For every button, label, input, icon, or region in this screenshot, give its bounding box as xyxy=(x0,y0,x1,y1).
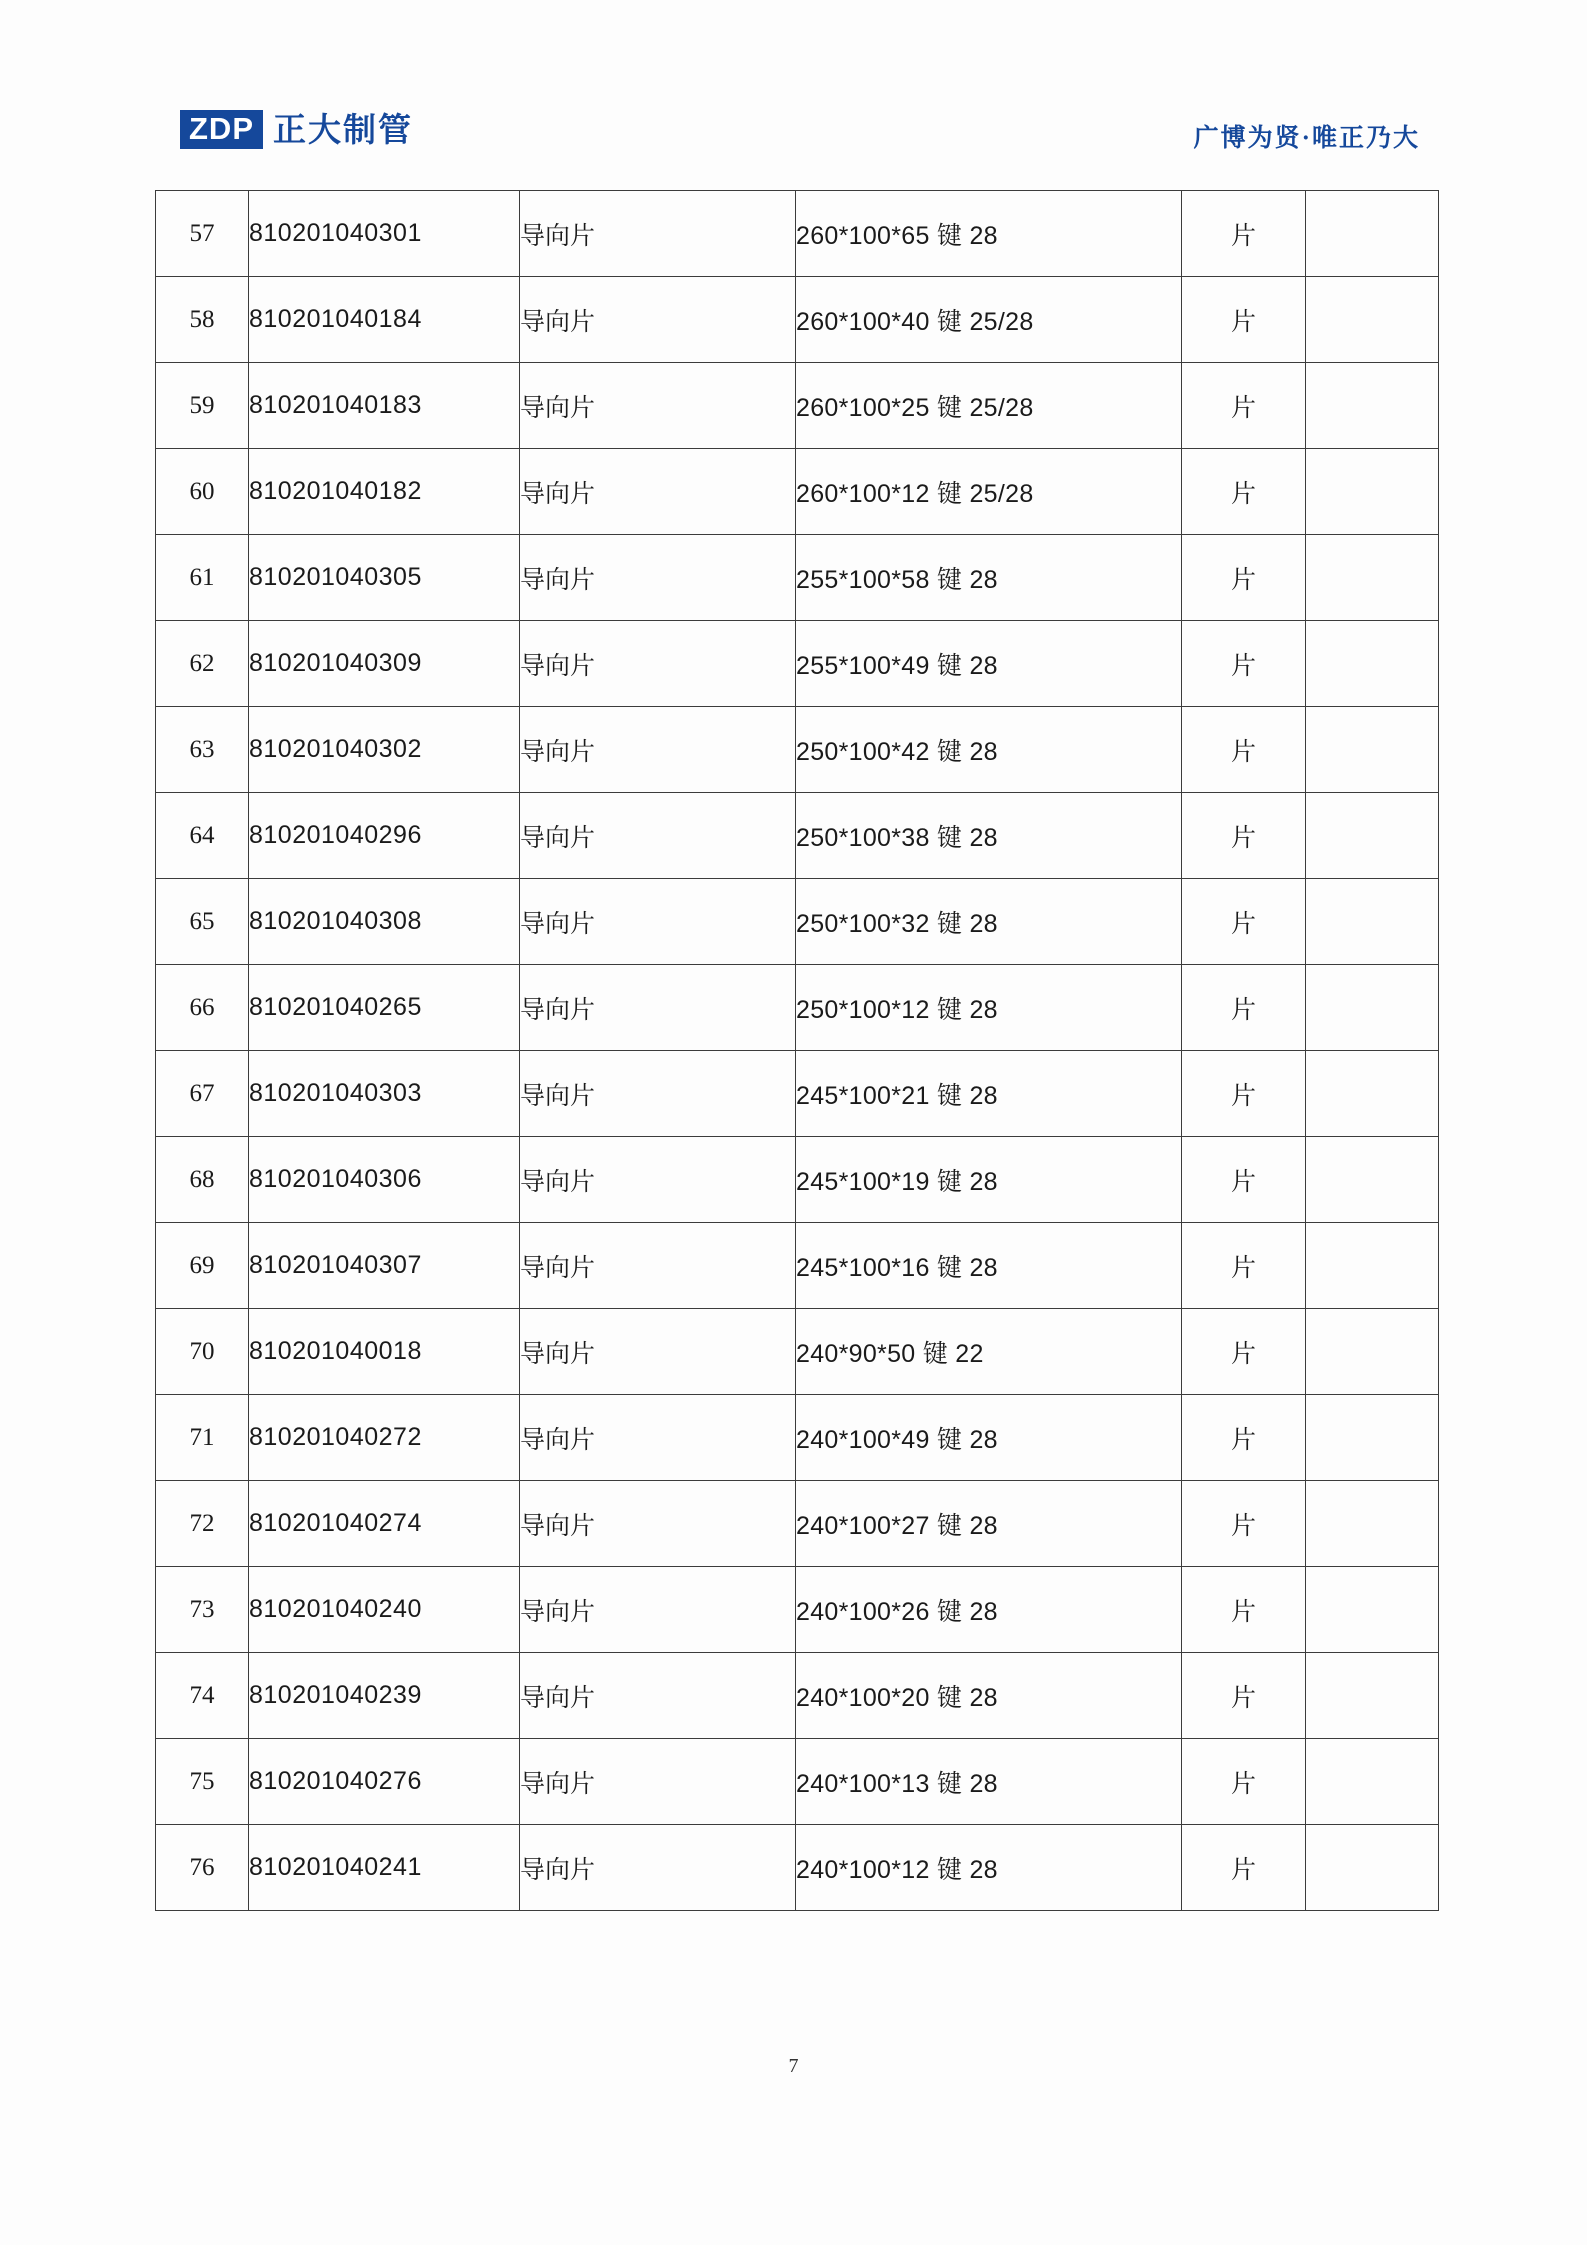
table-row xyxy=(156,363,1439,449)
cell-blank xyxy=(1306,621,1439,707)
cell-spec: 240*100*20 键 28 xyxy=(796,1653,1182,1739)
cell-unit: 片 xyxy=(1182,1481,1306,1567)
cell-spec: 240*100*27 键 28 xyxy=(796,1481,1182,1567)
cell-spec: 245*100*19 键 28 xyxy=(796,1137,1182,1223)
table-row xyxy=(156,449,1439,535)
table-row xyxy=(156,1825,1439,1911)
cell-name: 导向片 xyxy=(520,707,796,793)
cell-spec: 260*100*65 键 28 xyxy=(796,191,1182,277)
cell-spec: 250*100*32 键 28 xyxy=(796,879,1182,965)
cell-blank xyxy=(1306,1223,1439,1309)
cell-name: 导向片 xyxy=(520,1739,796,1825)
cell-unit: 片 xyxy=(1182,1567,1306,1653)
table-row xyxy=(156,535,1439,621)
cell-unit: 片 xyxy=(1182,363,1306,449)
table-row xyxy=(156,1051,1439,1137)
table-row xyxy=(156,965,1439,1051)
cell-index: 66 xyxy=(156,965,249,1051)
cell-index: 57 xyxy=(156,191,249,277)
cell-spec: 240*100*13 键 28 xyxy=(796,1739,1182,1825)
table-row xyxy=(156,707,1439,793)
table-row xyxy=(156,1653,1439,1739)
page-footer xyxy=(0,2055,1587,2078)
cell-blank xyxy=(1306,1309,1439,1395)
table-row xyxy=(156,1739,1439,1825)
cell-index: 64 xyxy=(156,793,249,879)
cell-blank xyxy=(1306,277,1439,363)
cell-name: 导向片 xyxy=(520,363,796,449)
cell-name: 导向片 xyxy=(520,793,796,879)
cell-unit: 片 xyxy=(1182,535,1306,621)
cell-spec: 240*100*49 键 28 xyxy=(796,1395,1182,1481)
cell-index: 60 xyxy=(156,449,249,535)
table-row xyxy=(156,621,1439,707)
cell-unit: 片 xyxy=(1182,793,1306,879)
cell-name: 导向片 xyxy=(520,1481,796,1567)
table-row xyxy=(156,277,1439,363)
items-table-body xyxy=(156,191,1439,1911)
table-row xyxy=(156,191,1439,277)
logo-company-name: 正大制管 xyxy=(273,111,413,148)
cell-blank xyxy=(1306,1567,1439,1653)
cell-blank xyxy=(1306,1137,1439,1223)
company-logo xyxy=(180,110,413,149)
table-row xyxy=(156,1309,1439,1395)
cell-index: 61 xyxy=(156,535,249,621)
cell-spec: 255*100*49 键 28 xyxy=(796,621,1182,707)
cell-unit: 片 xyxy=(1182,965,1306,1051)
cell-name: 导向片 xyxy=(520,449,796,535)
cell-blank xyxy=(1306,1395,1439,1481)
table-row xyxy=(156,793,1439,879)
cell-blank xyxy=(1306,707,1439,793)
cell-index: 67 xyxy=(156,1051,249,1137)
cell-code: 810201040274 xyxy=(249,1481,520,1567)
cell-index: 63 xyxy=(156,707,249,793)
cell-unit: 片 xyxy=(1182,879,1306,965)
cell-code: 810201040241 xyxy=(249,1825,520,1911)
cell-name: 导向片 xyxy=(520,277,796,363)
cell-unit: 片 xyxy=(1182,449,1306,535)
cell-name: 导向片 xyxy=(520,1567,796,1653)
cell-index: 71 xyxy=(156,1395,249,1481)
cell-blank xyxy=(1306,1481,1439,1567)
cell-blank xyxy=(1306,793,1439,879)
cell-code: 810201040239 xyxy=(249,1653,520,1739)
cell-index: 58 xyxy=(156,277,249,363)
cell-name: 导向片 xyxy=(520,1051,796,1137)
cell-spec: 250*100*38 键 28 xyxy=(796,793,1182,879)
table-row xyxy=(156,1567,1439,1653)
cell-unit: 片 xyxy=(1182,1223,1306,1309)
cell-code: 810201040296 xyxy=(249,793,520,879)
page-header xyxy=(155,110,1420,170)
cell-name: 导向片 xyxy=(520,1137,796,1223)
cell-unit: 片 xyxy=(1182,1395,1306,1481)
items-table xyxy=(155,190,1439,1911)
table-row xyxy=(156,1137,1439,1223)
cell-code: 810201040240 xyxy=(249,1567,520,1653)
cell-blank xyxy=(1306,363,1439,449)
cell-index: 65 xyxy=(156,879,249,965)
cell-blank xyxy=(1306,1051,1439,1137)
cell-blank xyxy=(1306,535,1439,621)
cell-spec: 260*100*12 键 25/28 xyxy=(796,449,1182,535)
cell-code: 810201040265 xyxy=(249,965,520,1051)
cell-unit: 片 xyxy=(1182,1739,1306,1825)
cell-unit: 片 xyxy=(1182,621,1306,707)
cell-spec: 260*100*25 键 25/28 xyxy=(796,363,1182,449)
cell-code: 810201040302 xyxy=(249,707,520,793)
cell-index: 75 xyxy=(156,1739,249,1825)
cell-spec: 245*100*21 键 28 xyxy=(796,1051,1182,1137)
cell-name: 导向片 xyxy=(520,1825,796,1911)
cell-code: 810201040307 xyxy=(249,1223,520,1309)
cell-unit: 片 xyxy=(1182,707,1306,793)
table-row xyxy=(156,1223,1439,1309)
cell-spec: 240*100*26 键 28 xyxy=(796,1567,1182,1653)
cell-blank xyxy=(1306,449,1439,535)
cell-blank xyxy=(1306,1739,1439,1825)
table-row xyxy=(156,879,1439,965)
cell-index: 68 xyxy=(156,1137,249,1223)
cell-spec: 245*100*16 键 28 xyxy=(796,1223,1182,1309)
cell-code: 810201040308 xyxy=(249,879,520,965)
page-number: 7 xyxy=(788,2055,799,2077)
cell-blank xyxy=(1306,1825,1439,1911)
cell-blank xyxy=(1306,1653,1439,1739)
cell-code: 810201040183 xyxy=(249,363,520,449)
table-row xyxy=(156,1395,1439,1481)
cell-unit: 片 xyxy=(1182,1137,1306,1223)
cell-index: 72 xyxy=(156,1481,249,1567)
table-row xyxy=(156,1481,1439,1567)
cell-spec: 260*100*40 键 25/28 xyxy=(796,277,1182,363)
cell-name: 导向片 xyxy=(520,1395,796,1481)
cell-unit: 片 xyxy=(1182,1653,1306,1739)
cell-blank xyxy=(1306,191,1439,277)
cell-name: 导向片 xyxy=(520,191,796,277)
cell-code: 810201040305 xyxy=(249,535,520,621)
cell-unit: 片 xyxy=(1182,1825,1306,1911)
cell-code: 810201040182 xyxy=(249,449,520,535)
cell-name: 导向片 xyxy=(520,621,796,707)
cell-code: 810201040018 xyxy=(249,1309,520,1395)
cell-name: 导向片 xyxy=(520,1653,796,1739)
cell-code: 810201040306 xyxy=(249,1137,520,1223)
cell-index: 70 xyxy=(156,1309,249,1395)
cell-code: 810201040301 xyxy=(249,191,520,277)
cell-blank xyxy=(1306,879,1439,965)
cell-index: 73 xyxy=(156,1567,249,1653)
cell-name: 导向片 xyxy=(520,879,796,965)
logo-mark-zdp: ZDP xyxy=(180,110,263,149)
cell-code: 810201040272 xyxy=(249,1395,520,1481)
cell-index: 62 xyxy=(156,621,249,707)
cell-code: 810201040303 xyxy=(249,1051,520,1137)
cell-blank xyxy=(1306,965,1439,1051)
cell-spec: 240*100*12 键 28 xyxy=(796,1825,1182,1911)
cell-name: 导向片 xyxy=(520,1309,796,1395)
company-slogan: 广博为贤·唯正乃大 xyxy=(1193,125,1420,152)
cell-unit: 片 xyxy=(1182,191,1306,277)
items-table-wrap xyxy=(155,190,1432,1911)
cell-spec: 250*100*12 键 28 xyxy=(796,965,1182,1051)
cell-code: 810201040184 xyxy=(249,277,520,363)
cell-name: 导向片 xyxy=(520,535,796,621)
cell-index: 69 xyxy=(156,1223,249,1309)
cell-spec: 240*90*50 键 22 xyxy=(796,1309,1182,1395)
cell-name: 导向片 xyxy=(520,965,796,1051)
cell-unit: 片 xyxy=(1182,1051,1306,1137)
cell-unit: 片 xyxy=(1182,277,1306,363)
cell-index: 76 xyxy=(156,1825,249,1911)
cell-name: 导向片 xyxy=(520,1223,796,1309)
cell-code: 810201040276 xyxy=(249,1739,520,1825)
cell-code: 810201040309 xyxy=(249,621,520,707)
cell-index: 59 xyxy=(156,363,249,449)
cell-index: 74 xyxy=(156,1653,249,1739)
cell-spec: 255*100*58 键 28 xyxy=(796,535,1182,621)
cell-spec: 250*100*42 键 28 xyxy=(796,707,1182,793)
cell-unit: 片 xyxy=(1182,1309,1306,1395)
